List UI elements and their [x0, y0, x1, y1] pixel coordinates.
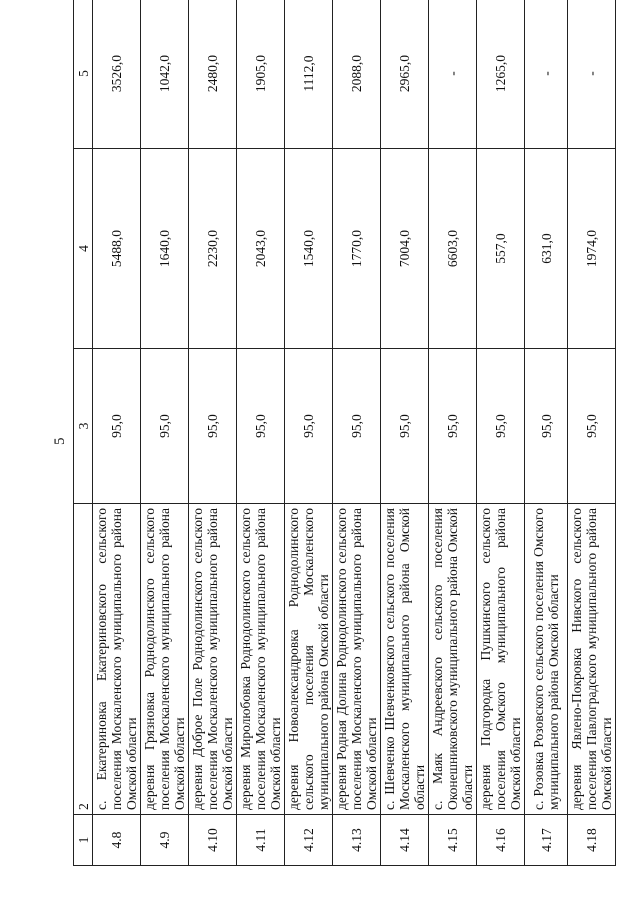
value-col5: 1905,0 [237, 0, 285, 149]
value-col5: 1265,0 [477, 0, 525, 149]
value-col5: - [429, 0, 477, 149]
value-col5: 3526,0 [93, 0, 141, 149]
column-header-4: 4 [74, 149, 93, 349]
row-number: 4.10 [189, 815, 237, 866]
table-row [285, 0, 333, 866]
row-number: 4.11 [237, 815, 285, 866]
table-row [568, 0, 616, 866]
settlement-name: с. Шевченко Шевченковского сельского поселения Москаленского муниципального района Омской области [381, 504, 429, 815]
settlement-name: деревня Новоалександровка Роднодолинского сельского поселения Москаленского муниципального района Омской области [285, 504, 333, 815]
value-col3: 95,0 [525, 349, 568, 504]
value-col4: 2230,0 [189, 149, 237, 349]
row-number: 4.9 [141, 815, 189, 866]
value-col4: 557,0 [477, 149, 525, 349]
table-row [333, 0, 381, 866]
value-col3: 95,0 [141, 349, 189, 504]
value-col3: 95,0 [237, 349, 285, 504]
table-body [93, 0, 616, 866]
value-col3: 95,0 [189, 349, 237, 504]
value-col5: 2480,0 [189, 0, 237, 149]
table-row [525, 0, 568, 866]
row-number: 4.16 [477, 815, 525, 866]
value-col4: 1974,0 [568, 149, 616, 349]
settlement-name: деревня Явлено-Покровка Нивского сельского поселения Павлоградского муниципального района Омской области [568, 504, 616, 815]
value-col5: - [525, 0, 568, 149]
settlement-name: с. Екатериновка Екатериновского сельского поселения Москаленского муниципального района Омской области [93, 504, 141, 815]
value-col4: 1640,0 [141, 149, 189, 349]
settlement-name: деревня Доброе Поле Роднодолинского сельского поселения Москаленского муниципального района Омской области [189, 504, 237, 815]
table-row [429, 0, 477, 866]
value-col4: 1770,0 [333, 149, 381, 349]
rotated-table-wrapper [73, 44, 616, 866]
settlement-name: с. Маяк Андреевского сельского поселения Оконешниковского муниципального района Омской области [429, 504, 477, 815]
value-col4: 2043,0 [237, 149, 285, 349]
table-row [141, 0, 189, 866]
page-number: 5 [52, 437, 68, 445]
value-col4: 631,0 [525, 149, 568, 349]
column-header-2: 2 [74, 504, 93, 815]
value-col4: 1540,0 [285, 149, 333, 349]
value-col5: 1042,0 [141, 0, 189, 149]
row-number: 4.15 [429, 815, 477, 866]
value-col3: 95,0 [429, 349, 477, 504]
value-col3: 95,0 [93, 349, 141, 504]
row-number: 4.18 [568, 815, 616, 866]
value-col5: 2965,0 [381, 0, 429, 149]
value-col3: 95,0 [477, 349, 525, 504]
column-header-1: 1 [74, 815, 93, 866]
value-col3: 95,0 [333, 349, 381, 504]
settlement-name: с. Розовка Розовского сельского поселения Омского муниципального района Омской области [525, 504, 568, 815]
data-table [73, 0, 616, 866]
settlement-name: деревня Грязновка Роднодолинского сельского поселения Москаленского муниципального района Омской области [141, 504, 189, 815]
row-number: 4.17 [525, 815, 568, 866]
table-row [237, 0, 285, 866]
value-col5: 2088,0 [333, 0, 381, 149]
value-col5: 1112,0 [285, 0, 333, 149]
row-number: 4.8 [93, 815, 141, 866]
value-col3: 95,0 [285, 349, 333, 504]
column-header-3: 3 [74, 349, 93, 504]
value-col3: 95,0 [381, 349, 429, 504]
table-header-row [74, 0, 93, 866]
value-col4: 7004,0 [381, 149, 429, 349]
table-row [477, 0, 525, 866]
settlement-name: деревня Миролюбовка Роднодолинского сельского поселения Москаленского муниципального района Омской области [237, 504, 285, 815]
table-row [93, 0, 141, 866]
settlement-name: деревня Подгородка Пушкинского сельского поселения Омского муниципального района Омской области [477, 504, 525, 815]
row-number: 4.14 [381, 815, 429, 866]
value-col5: - [568, 0, 616, 149]
table-row [381, 0, 429, 866]
table-row [189, 0, 237, 866]
row-number: 4.12 [285, 815, 333, 866]
value-col3: 95,0 [568, 349, 616, 504]
value-col4: 6603,0 [429, 149, 477, 349]
settlement-name: деревня Родная Долина Роднодолинского сельского поселения Москаленского муниципального района Омской области [333, 504, 381, 815]
value-col4: 5488,0 [93, 149, 141, 349]
column-header-5: 5 [74, 0, 93, 149]
row-number: 4.13 [333, 815, 381, 866]
